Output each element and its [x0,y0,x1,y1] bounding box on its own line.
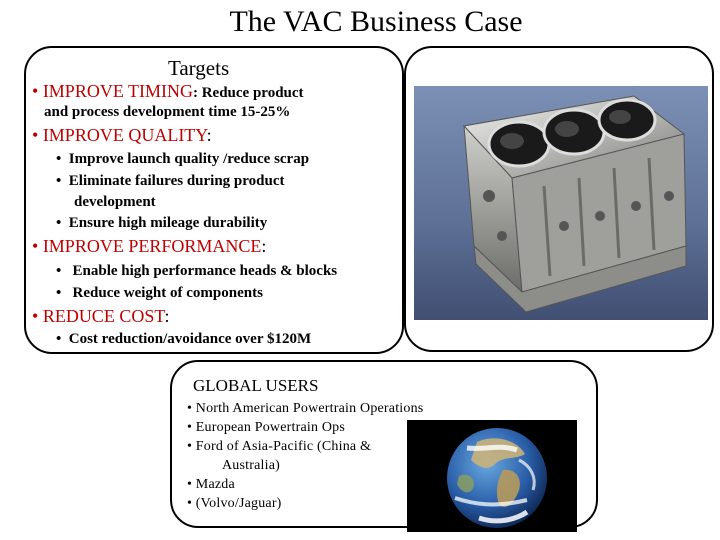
quality-sub-2-cont: development [74,194,156,210]
targets-heading: Targets [168,56,230,80]
quality-sub-1-text: Improve launch quality /reduce scrap [68,151,310,167]
earth-globe-icon [407,420,577,532]
target-performance-colon: : [261,236,267,256]
performance-sub-1-text: Enable high performance heads & blocks [72,263,338,279]
target-timing-text: : Reduce product [192,85,304,101]
user-item-1: • North American Powertrain Operations [187,401,424,416]
bullet: • [32,236,39,256]
performance-sub-2-text: Reduce weight of components [72,285,263,301]
quality-sub-2 [56,171,285,192]
target-performance [32,235,266,257]
user-item-3-cont: Australia) [222,458,280,473]
quality-sub-3 [56,213,267,234]
user-item-4: • Mazda [187,477,235,492]
user-item-3: • Ford of Asia-Pacific (China & [187,439,372,454]
bullet: • [32,306,39,326]
quality-sub-1 [56,149,309,170]
user-item-5: • (Volvo/Jaguar) [187,496,282,511]
users-heading: GLOBAL USERS [193,376,319,395]
target-timing-text-2: and process development time 15-25% [44,104,291,120]
bullet: • [32,81,39,101]
target-timing [32,80,304,104]
performance-sub-2 [56,283,263,304]
user-item-2: • European Powertrain Ops [187,420,346,435]
target-performance-keyword: IMPROVE PERFORMANCE [42,236,262,256]
target-cost-colon: : [164,306,170,326]
engine-block-photo [414,86,708,320]
quality-sub-2-text: Eliminate failures during product [68,173,285,189]
target-cost-keyword: REDUCE COST [42,306,165,326]
engine-block-icon [414,86,708,320]
sub-bullet: • [56,215,62,231]
bullet: • [32,125,39,145]
target-quality-keyword: IMPROVE QUALITY [42,125,207,145]
target-quality [32,124,212,146]
target-timing-keyword: IMPROVE TIMING [42,81,193,101]
sub-bullet: • [56,285,62,301]
sub-bullet: • [56,173,62,189]
sub-bullet: • [56,263,62,279]
cost-sub-1-text: Cost reduction/avoidance over $120M [68,331,312,347]
cost-sub-1 [56,329,311,350]
sub-bullet: • [56,331,62,347]
earth-globe-photo [407,420,577,532]
target-quality-colon: : [206,125,212,145]
quality-sub-3-text: Ensure high mileage durability [68,215,268,231]
performance-sub-1 [56,261,337,282]
slide-title: The VAC Business Case [229,5,523,38]
sub-bullet: • [56,151,62,167]
target-cost [32,305,169,327]
